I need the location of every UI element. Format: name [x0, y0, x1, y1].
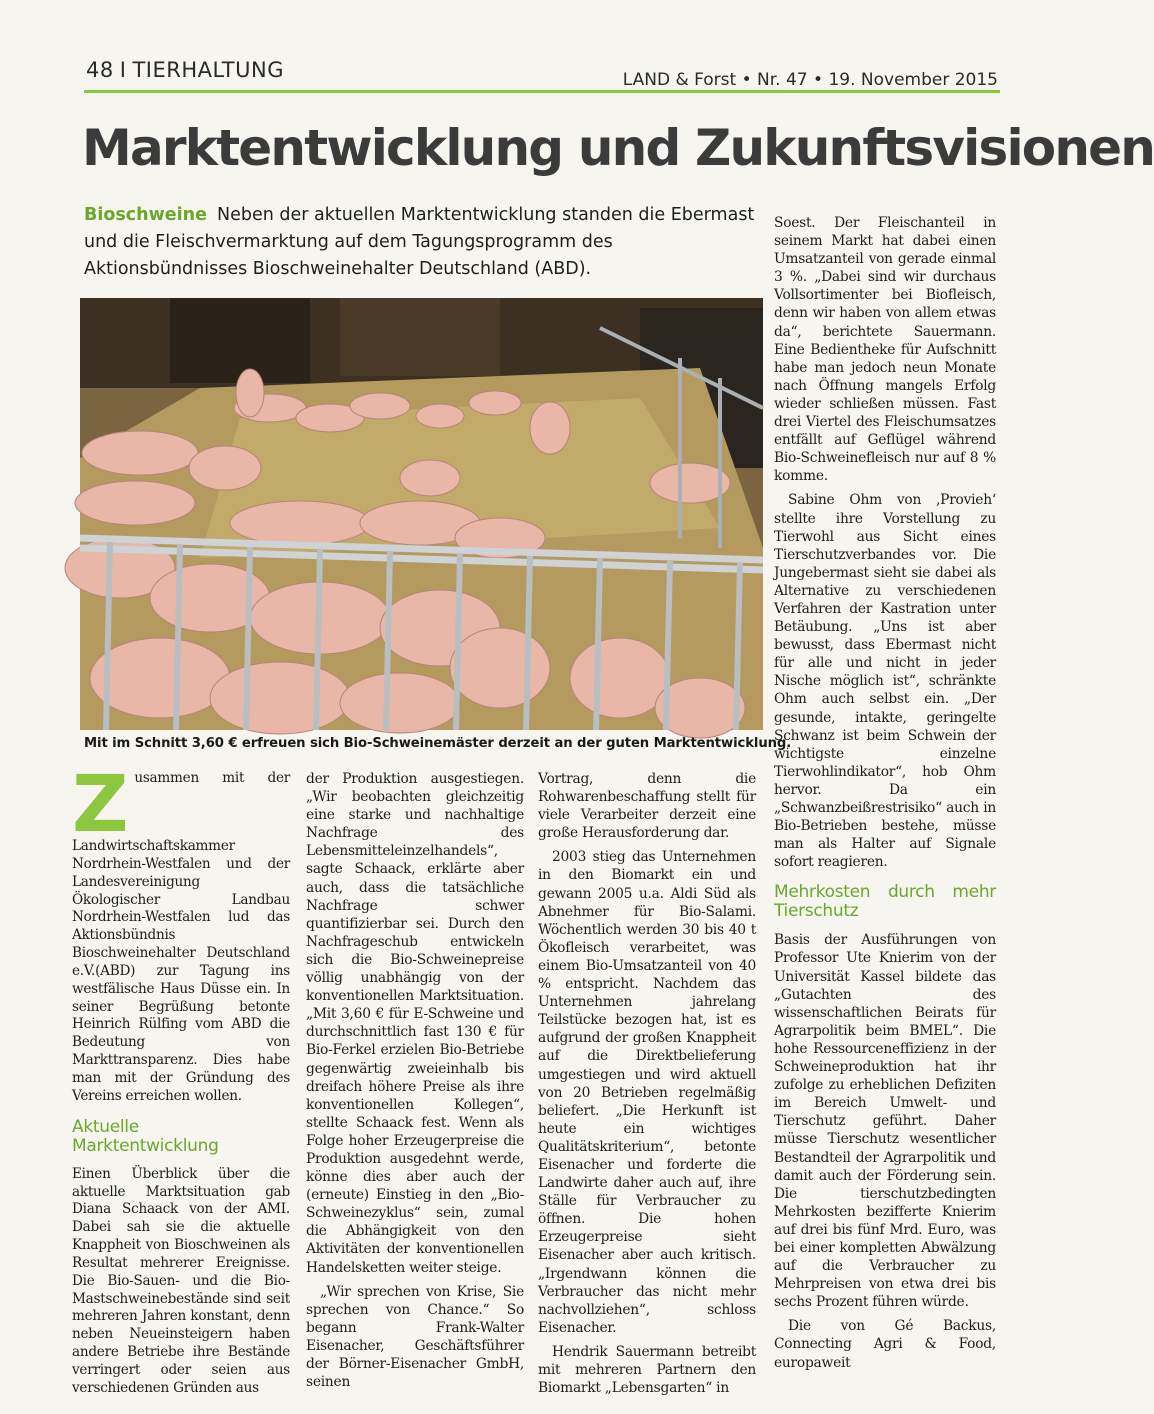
- drop-cap: Z: [72, 760, 129, 850]
- subhead-tierschutz: Mehrkosten durch mehr Tierschutz: [774, 882, 996, 922]
- schaack-paragraph: der Produktion ausgestiegen. „Wir beobachten gleichzeitig eine starke und nachhaltige Nachfrage des Lebensmitteleinzelhandels“, sagte Schaack, erklärte aber auch, dass die tatsächliche Nachfrage schwer quantifizierbar sei. Durch den Nachfrageschub entwickeln sich die Bio-Schweinepreise völlig unabhängig von der konventionellen Marktsituation. „Mit 3,60 € für E-Schweine und durchschnittlich fast 130 € für Bio-Ferkel erzielen Bio-Betriebe gegenwärtig zweieinhalb bis dreifach höhere Preise als ihre konventionellen Kollegen“, stellte Schaack fest. Wenn als Folge hoher Erzeugerpreise die Produktion ausgedehnt werde, könne dies aber auch der (erneute) Einstieg in den „Bio-Schweinezyklus“ sein, zumal die Abhängigkeit von den Aktivitäten der konventionellen Handelsketten weiter steige.: [306, 771, 524, 1276]
- article-column-1: [72, 760, 290, 1404]
- photo-caption: Mit im Schnitt 3,60 € erfreuen sich Bio-Schweinemäster derzeit an der guten Marktentwicklung.: [84, 736, 792, 751]
- subhead-market: Aktuelle Marktentwicklung: [72, 1116, 219, 1156]
- backus-paragraph: Die von Gé Backus, Connecting Agri & Food, europaweit: [774, 1318, 996, 1371]
- sauermann-paragraph: Soest. Der Fleischanteil in seinem Markt hat dabei einen Umsatzanteil von gerade einmal 3 %. „Dabei sind wir durchaus Vollsortimenter bei Biofleisch, denn wir haben von allem etwas da“, berichtete Sauermann. Eine Bedientheke für Aufschnitt habe man jedoch neun Monate nach Öffnung mangels Erfolg wieder schließen müssen. Fast drei Viertel des Fleischumsatzes entfällt auf Geflügel während Bio-Schweinefleisch nur auf 8 % komme.: [774, 215, 996, 485]
- market-paragraph: Einen Überblick über die aktuelle Marktsituation gab Diana Schaack von der AMI. Dabei sah sie die aktuelle Knappheit von Bioschweinen als Resultat mehrerer Ereignisse. Die Bio-Sauen- und die Bio-Mastschweinebestände sind seit mehreren Jahren konstant, denn neben Neueinsteigern haben andere Betriebe ihre Bestände verringert oder seien aus verschiedenen Gründen aus: [72, 1165, 290, 1396]
- pig-pen-photo: [80, 298, 763, 730]
- publication-info: LAND & Forst • Nr. 47 • 19. November 2015: [622, 70, 998, 90]
- sauermann-intro-paragraph: Hendrik Sauermann betreibt mit mehreren Partnern den Biomarkt „Lebensgarten“ in: [538, 1343, 756, 1397]
- page-number: 48: [86, 58, 114, 82]
- article-column-2: [306, 770, 524, 1397]
- header-rule: [84, 90, 1000, 93]
- knierim-paragraph: Basis der Ausführungen von Professor Ute Knierim von der Universität Kassel bildete das „Gutachten des wissenschaftlichen Beirats für Agrarpolitik beim BMEL“. Die hohe Ressourceneffizienz in der Schweineproduktion hat ihr zufolge zu erheblichen Defiziten im Bereich Umwelt- und Tierschutz geführt. Daher müsse Tierschutz wesentlicher Bestandteil der Agrarpolitik und damit auch der Förderung sein. Die tierschutzbedingten Mehrkosten bezifferte Knierim auf drei bis fünf Mrd. Euro, was bei einer kompletten Abwälzung auf die Verbraucher zu Mehrpreisen von etwa drei bis sechs Prozent führen würde.: [774, 932, 996, 1311]
- intro-paragraph: [72, 760, 290, 1106]
- photo-illustration: [80, 298, 763, 730]
- page-header: [86, 58, 284, 82]
- header-separator: I: [119, 58, 127, 82]
- article-column-3: [538, 770, 756, 1403]
- intro-text: usammen mit der Landwirtschaftskammer Nordrhein-Westfalen und der Landesvereinigung Ökologischer Landbau Nordrhein-Westfalen lud das Aktionsbündnis Bioschweinehalter Deutschland e.V.(ABD) zur Tagung ins westfälische Haus Düsse ein. In seiner Begrüßung betonte Heinrich Rülfing vom ABD die Bedeutung von Markttransparenz. Dies habe man mit der Gründung des Vereins erreichen wollen.: [72, 770, 290, 1104]
- eisenacher-intro-paragraph: „Wir sprechen von Krise, Sie sprechen von Chance.“ So begann Frank-Walter Eisenacher, Geschäftsführer der Börner-Eisenacher GmbH, seinen: [306, 1283, 524, 1391]
- article-teaser: [84, 202, 764, 283]
- teaser-text: Neben der aktuellen Marktentwicklung standen die Ebermast und die Fleischvermarktung auf dem Tagungsprogramm des Aktionsbündnisses Bioschweinehalter Deutschland (ABD).: [84, 205, 755, 279]
- teaser-kicker: Bioschweine: [84, 205, 207, 225]
- vortrag-paragraph: Vortrag, denn die Rohwarenbeschaffung stellt für viele Verarbeiter derzeit eine große Herausforderung dar.: [538, 771, 756, 842]
- article-column-4: [774, 214, 996, 1378]
- company-paragraph: 2003 stieg das Unternehmen in den Biomarkt ein und gewann 2005 u.a. Aldi Süd als Abnehmer für Bio-Salami. Wöchentlich werden 30 bis 40 t Ökofleisch verarbeitet, was einem Bio-Umsatzanteil von 40 % entspricht. Nachdem das Unternehmen jahrelang Teilstücke bezogen hat, ist es aufgrund der großen Knappheit auf die Direktbelieferung umgestiegen und wird aktuell von 20 Betrieben regelmäßig beliefert. „Die Herkunft ist heute ein wichtiges Qualitätskriterium“, betonte Eisenacher und forderte die Landwirte daher auch auf, ihre Ställe für Verbraucher zu öffnen. Die hohen Erzeugerpreise sieht Eisenacher aber auch kritisch. „Irgendwann können die Verbraucher das nicht mehr nachvollziehen“, schloss Eisenacher.: [538, 849, 756, 1336]
- article-headline: Marktentwicklung und Zukunftsvisionen: [82, 119, 1154, 177]
- ohm-paragraph: Sabine Ohm von ‚Provieh‘ stellte ihre Vorstellung zu Tierwohl aus Sicht eines Tierschutzverbandes vor. Die Jungebermast sieht sie dabei als Alternative zu verschiedenen Verfahren der Kastration unter Betäubung. „Uns ist aber bewusst, dass Ebermast nicht für alle und nicht in jeder Nische möglich ist“, schränkte Ohm auch selbst ein. „Der gesunde, intakte, geringelte Schwanz ist beim Schwein der wichtigste einzelne Tierwohlindikator“, hob Ohm hervor. Da ein „Schwanzbeißrestrisiko“ auch in Bio-Betrieben bestehe, müsse man als Halter auf Signale sofort reagieren.: [774, 492, 996, 871]
- section-name: TIERHALTUNG: [132, 58, 284, 82]
